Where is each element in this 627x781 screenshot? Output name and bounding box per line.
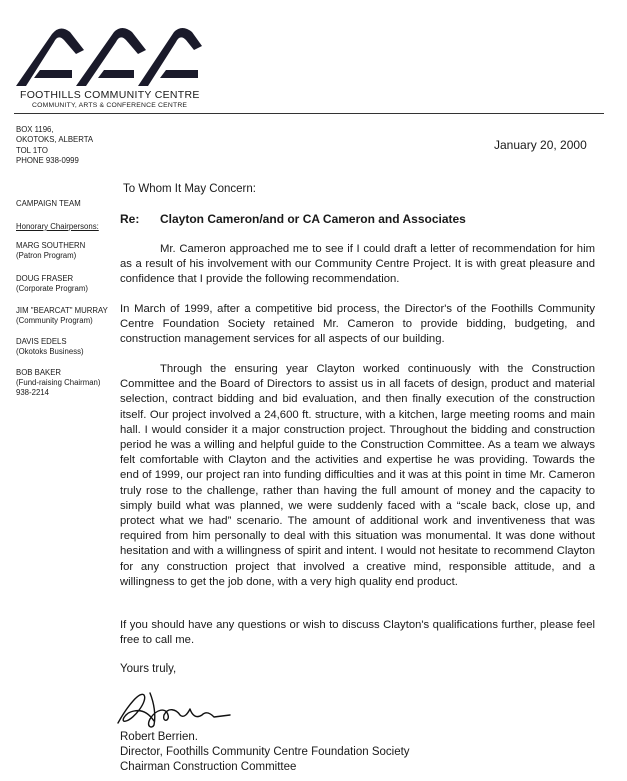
member-name: DAVIS EDELS [16,337,67,346]
member-role: (Patron Program) [16,251,77,260]
letterhead-divider [14,113,604,114]
campaign-team-heading: CAMPAIGN TEAM [16,199,81,208]
address-line: BOX 1196, [16,125,54,134]
paragraph-engagement: In March of 1999, after a competitive bid process, the Director's of the Foothills Community Centre Foundation Society retained Mr. Cameron to provide bidding, budgeting, and construction management services for all aspects of our building. [120,303,595,346]
signer-title: Director, Foothills Community Centre Foundation Society [120,746,410,758]
address-block [16,125,93,166]
signer-title: Chairman Construction Committee [120,761,297,773]
org-subtitle: COMMUNITY, ARTS & CONFERENCE CENTRE [32,102,188,109]
closing: Yours truly, [120,663,177,675]
signer-name: Robert Berrien. [120,731,198,743]
member-name: JIM "BEARCAT" MURRAY [16,306,108,315]
address-line: TOL 1TO [16,145,48,155]
paragraph-intro: Mr. Cameron approached me to see if I could draft a letter of recommendation for him as a result of his involvement with our Community Centre Project. It is with great pleasure and confidence that I provide the following recommendation. [120,243,595,286]
salutation: To Whom It May Concern: [123,183,256,195]
subject-line: Clayton Cameron/and or CA Cameron and Associates [160,212,466,226]
address-line: OKOTOKS, ALBERTA [16,135,94,145]
member-role: (Corporate Program) [16,284,88,293]
handwritten-signature [110,685,240,731]
paragraph-contact: If you should have any questions or wish to discuss Clayton's qualifications further, please feel free to call me. [120,619,595,647]
org-name: FOOTHILLS COMMUNITY CENTRE [20,89,200,101]
member-role: (Community Program) [16,316,93,325]
address-line: PHONE 938-0999 [16,155,79,165]
foothills-logo [14,22,202,88]
re-label: Re: [120,212,140,226]
paragraph-performance: Through the ensuring year Clayton worked continuously with the Construction Committee and the Board of Directors to assist us in all facets of design, product and material selection, contract bidding and bid evaluation, and then finally execution of the construction itself. Our project involved a 24,600 ft. structure, with a kitchen, large meeting rooms and main hall. I would consider it a major construction project. Throughout the bidding and construction period he was a willing and helpful guide to the Construction Committee. As a team we always felt comfortable with Clayton and the activities and expertise he was providing. Towards the end of 1999, our project ran into funding difficulties and it was at this point in time Mr. Cameron truly rose to the challenge, rather than having the full amount of money and the capacity to simply build what was planned, we were suddenly faced with a “scale back, close up, and protect what we had” scenario. The amount of additional work and inventiveness that was required from him personally to deal with this situation was monumental. It was done without hesitation and with a willingness of spirit and intent. I would not hesitate to recommend Clayton for any construction project that involved a creative mind, responsible attitude, and a willingness to get the job done, with a very high quality end product. [120,363,595,588]
member-role: (Fund-raising Chairman) [16,378,101,387]
member-name: BOB BAKER [16,368,62,377]
member-phone: 938-2214 [16,388,49,397]
member-name: MARG SOUTHERN [16,241,86,250]
member-role: (Okotoks Business) [16,347,84,356]
honorary-chairpersons-label: Honorary Chairpersons: [16,222,99,231]
letter-date: January 20, 2000 [494,138,587,152]
member-name: DOUG FRASER [16,274,74,283]
